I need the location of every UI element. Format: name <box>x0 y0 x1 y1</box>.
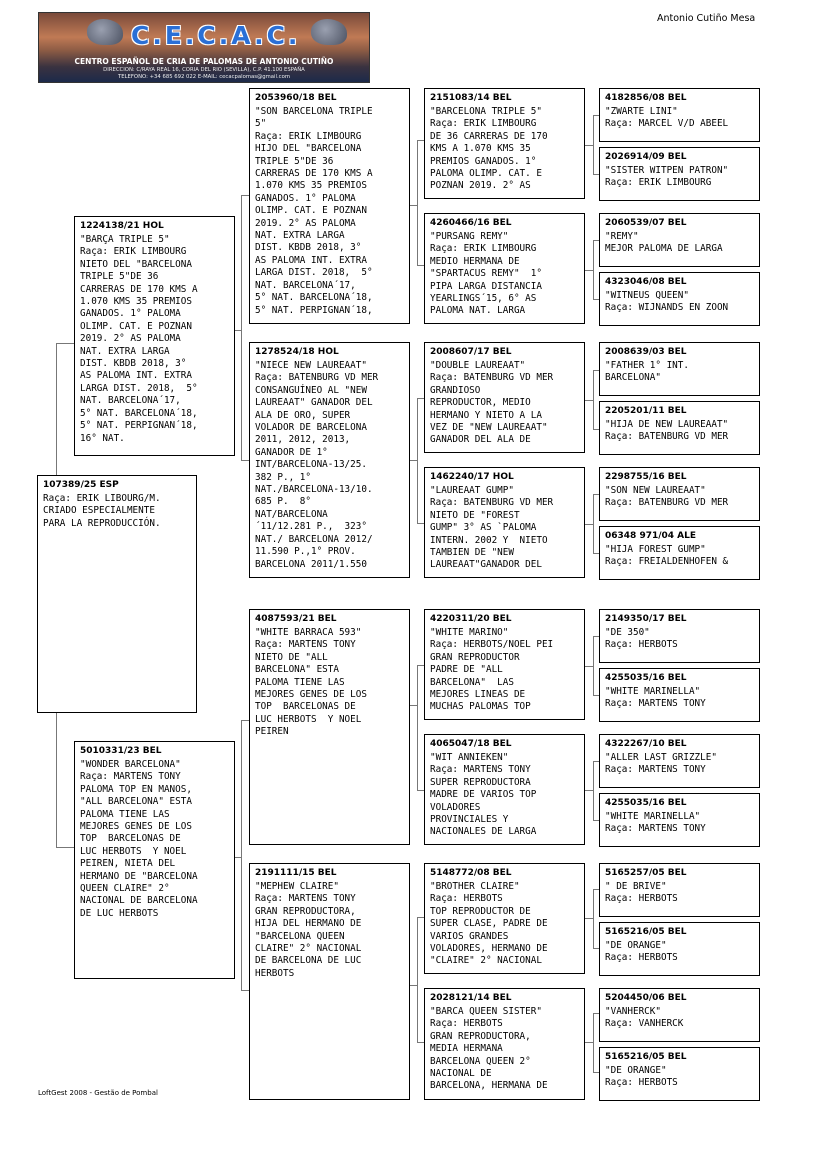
pedigree-gggp-16 <box>599 1047 760 1101</box>
bird-description: "DE 350" Raça: HERBOTS <box>605 627 678 651</box>
footer-software-credit: LoftGest 2008 - Gestão de Pombal <box>38 1089 158 1097</box>
pedigree-gggp-14 <box>599 922 760 976</box>
ring-number: 5165216/05 BEL <box>605 1052 687 1062</box>
bird-description: "SISTER WITPEN PATRON" Raça: ERIK LIMBOURG <box>605 165 729 189</box>
bird-description: "ZWARTE LINI" Raça: MARCEL V/D ABEEL <box>605 106 729 130</box>
pedigree-ggp-2 <box>424 213 585 324</box>
ring-number: 2026914/09 BEL <box>605 152 687 162</box>
ring-number: 2149350/17 BEL <box>605 614 687 624</box>
ring-number: 2008607/17 BEL <box>430 347 512 357</box>
ring-number: 1224138/21 HOL <box>80 221 164 231</box>
pigeon-right-icon <box>311 19 347 45</box>
pedigree-gggp-3 <box>599 213 760 267</box>
ring-number: 2191111/15 BEL <box>255 868 337 878</box>
pedigree-ggp-5 <box>424 609 585 720</box>
ring-number: 107389/25 ESP <box>43 480 119 490</box>
bird-description: "HIJA FOREST GUMP" Raça: FREIALDENHOFEN & <box>605 544 729 568</box>
pedigree-ggp-1 <box>424 88 585 199</box>
bird-description: "BARCELONA TRIPLE 5" Raça: ERIK LIMBOURG DE 36 CARRERAS DE 170 KMS A 1.070 KMS 35 PREMIOS GANADOS. 1° PALOMA OLIMP. CAT. E POZNAN 2019. 2° AS <box>430 106 548 192</box>
ring-number: 2205201/11 BEL <box>605 406 687 416</box>
ring-number: 5148772/08 BEL <box>430 868 512 878</box>
pedigree-dam-dam <box>249 863 410 1100</box>
pedigree-sire-sire <box>249 88 410 324</box>
bird-description: "DOUBLE LAUREAAT" Raça: BATENBURG VD MER GRANDIOSO REPRODUCTOR, MEDIO HERMANO Y NIETO A LA VEZ DE "NEW LAUREAAT" GANADOR DEL ALA DE <box>430 360 554 446</box>
pedigree-gggp-12 <box>599 793 760 847</box>
ring-number: 4220311/20 BEL <box>430 614 512 624</box>
ring-number: 2008639/03 BEL <box>605 347 687 357</box>
bird-description: "WHITE MARINO" Raça: HERBOTS/NOEL PEI GRAN REPRODUCTOR PADRE DE "ALL BARCELONA" LAS MEJORES LINEAS DE MUCHAS PALOMAS TOP <box>430 627 554 713</box>
logo-address: DIRECCION: C/RAYA REAL 16, CORIA DEL RIO (SEVILLA), C.P. 41.100 ESPAÑA <box>103 67 305 73</box>
pedigree-gggp-11 <box>599 734 760 788</box>
ring-number: 4065047/18 BEL <box>430 739 512 749</box>
logo-subtitle: CENTRO ESPAÑOL DE CRIA DE PALOMAS DE ANTONIO CUTIÑO <box>74 57 334 66</box>
pedigree-ggp-4 <box>424 467 585 578</box>
ring-number: 2151083/14 BEL <box>430 93 512 103</box>
pedigree-gggp-7 <box>599 467 760 521</box>
pedigree-gggp-10 <box>599 668 760 722</box>
pedigree-ggp-8 <box>424 988 585 1100</box>
ring-number: 4260466/16 BEL <box>430 218 512 228</box>
ring-number: 2060539/07 BEL <box>605 218 687 228</box>
logo-title: C.E.C.A.C. <box>131 21 301 50</box>
pedigree-ggp-6 <box>424 734 585 845</box>
ring-number: 5165257/05 BEL <box>605 868 687 878</box>
ring-number: 4182856/08 BEL <box>605 93 687 103</box>
bird-description: "VANHERCK" Raça: VANHERCK <box>605 1006 684 1030</box>
bird-description: "DE ORANGE" Raça: HERBOTS <box>605 940 678 964</box>
ring-number: 2298755/16 BEL <box>605 472 687 482</box>
ring-number: 5204450/06 BEL <box>605 993 687 1003</box>
bird-description: "WITNEUS QUEEN" Raça: WIJNANDS EN ZOON <box>605 290 729 314</box>
ring-number: 4255035/16 BEL <box>605 798 687 808</box>
pedigree-gggp-4 <box>599 272 760 326</box>
bird-description: "WHITE MARINELLA" Raça: MARTENS TONY <box>605 811 706 835</box>
pedigree-ggp-3 <box>424 342 585 453</box>
owner-name: Antonio Cutiño Mesa <box>657 13 756 24</box>
bird-description: "BROTHER CLAIRE" Raça: HERBOTS TOP REPRODUCTOR DE SUPER CLASE, PADRE DE VARIOS GRANDES VOLADORES, HERMANO DE "CLAIRE" 2° NACIONAL <box>430 881 548 967</box>
pedigree-gggp-13 <box>599 863 760 917</box>
cecac-logo <box>38 12 370 83</box>
ring-number: 2053960/18 BEL <box>255 93 337 103</box>
ring-number: 5165216/05 BEL <box>605 927 687 937</box>
ring-number: 4322267/10 BEL <box>605 739 687 749</box>
bird-description: "LAUREAAT GUMP" Raça: BATENBURG VD MER NIETO DE "FOREST GUMP" 3° AS `PALOMA INTERN. 2002 Y NIETO TAMBIEN DE "NEW LAUREAAT"GANADOR DEL <box>430 485 554 571</box>
pedigree-gggp-2 <box>599 147 760 201</box>
bird-description: "BARCA QUEEN SISTER" Raça: HERBOTS GRAN REPRODUCTORA, MEDIA HERMANA BARCELONA QUEEN 2° NACIONAL DE BARCELONA, HERMANA DE <box>430 1006 548 1092</box>
ring-number: 4323046/08 BEL <box>605 277 687 287</box>
bird-description: "WIT ANNIEKEN" Raça: MARTENS TONY SUPER REPRODUCTORA MADRE DE VARIOS TOP VOLADORES PROVINCIALES Y NACIONALES DE LARGA <box>430 752 537 838</box>
bird-description: "WHITE BARRACA 593" Raça: MARTENS TONY NIETO DE "ALL BARCELONA" ESTA PALOMA TIENE LAS MEJORES GENES DE LOS TOP BARCELONAS DE LUC HERBOTS Y NOEL PEIREN <box>255 627 367 738</box>
pedigree-subject <box>37 475 197 713</box>
bird-description: Raça: ERIK LIBOURG/M. CRIADO ESPECIALMENTE PARA LA REPRODUCCIÓN. <box>43 493 161 529</box>
bird-description: "SON BARCELONA TRIPLE 5" Raça: ERIK LIMBOURG HIJO DEL "BARCELONA TRIPLE 5"DE 36 CARRERAS DE 170 KMS A 1.070 KMS 35 PREMIOS GANADOS. 1° PALOMA OLIMP. CAT. E POZNAN 2019. 2° AS PALOMA NAT. EXTRA LARGA DIST. KBDB 2018, 3° AS PALOMA INT. EXTRA LARGA DIST. 2018, 5° NAT. BARCELONA´17, 5° NAT. BARCELONA´18, 5° NAT. PERPIGNAN´18, <box>255 106 373 316</box>
bird-description: "PURSANG REMY" Raça: ERIK LIMBOURG MEDIO HERMANA DE "SPARTACUS REMY" 1° PIPA LARGA DISTANCIA YEARLINGS´15, 6° AS PALOMA NAT. LARGA <box>430 231 542 317</box>
ring-number: 5010331/23 BEL <box>80 746 162 756</box>
pedigree-gggp-5 <box>599 342 760 396</box>
bird-description: "HIJA DE NEW LAUREAAT" Raça: BATENBURG VD MER <box>605 419 729 443</box>
ring-number: 06348 971/04 ALE <box>605 531 697 541</box>
pedigree-ggp-7 <box>424 863 585 974</box>
bird-description: "NIECE NEW LAUREAAT" Raça: BATENBURG VD MER CONSANGUÍNEO AL "NEW LAUREAAT" GANADOR DEL ALA DE ORO, SUPER VOLADOR DE BARCELONA 2011, 2012, 2013, GANADOR DE 1° INT/BARCELONA-13/25. 382 P., 1° NAT./BARCELONA-13/10. 685 P. 8° NAT/BARCELONA ´11/12.281 P., 323° NAT./ BARCELONA 2012/ 11.590 P.,1° PROV. BARCELONA 2011/1.550 <box>255 360 379 570</box>
pedigree-gggp-9 <box>599 609 760 663</box>
ring-number: 4255035/16 BEL <box>605 673 687 683</box>
logo-contact: TELEFONO: +34 685 692 022 E-MAIL: cecacpalomas@gmail.com <box>117 74 290 80</box>
pedigree-sire <box>74 216 235 456</box>
pedigree-gggp-6 <box>599 401 760 455</box>
ring-number: 2028121/14 BEL <box>430 993 512 1003</box>
pedigree-dam <box>74 741 235 979</box>
bird-description: "WONDER BARCELONA" Raça: MARTENS TONY PALOMA TOP EN MANOS, "ALL BARCELONA" ESTA PALOMA TIENE LAS MEJORES GENES DE LOS TOP BARCELONAS DE LUC HERBOTS Y NOEL PEIREN, NIETA DEL HERMANO DE "BARCELONA QUEEN CLAIRE" 2° NACIONAL DE BARCELONA DE LUC HERBOTS <box>80 759 198 919</box>
ring-number: 4087593/21 BEL <box>255 614 337 624</box>
pedigree-sire-dam <box>249 342 410 578</box>
bird-description: " DE BRIVE" Raça: HERBOTS <box>605 881 678 905</box>
pedigree-gggp-8 <box>599 526 760 580</box>
ring-number: 1278524/18 HOL <box>255 347 339 357</box>
bird-description: "FATHER 1° INT. BARCELONA" <box>605 360 689 384</box>
bird-description: "MEPHEW CLAIRE" Raça: MARTENS TONY GRAN REPRODUCTORA, HIJA DEL HERMANO DE "BARCELONA QUEEN CLAIRE" 2° NACIONAL DE BARCELONA DE LUC HERBOTS <box>255 881 362 979</box>
bird-description: "ALLER LAST GRIZZLE" Raça: MARTENS TONY <box>605 752 717 776</box>
pigeon-left-icon <box>87 19 123 45</box>
bird-description: "DE ORANGE" Raça: HERBOTS <box>605 1065 678 1089</box>
pedigree-gggp-15 <box>599 988 760 1042</box>
bird-description: "BARÇA TRIPLE 5" Raça: ERIK LIMBOURG NIETO DEL "BARCELONA TRIPLE 5"DE 36 CARRERAS DE 170 KMS A 1.070 KMS 35 PREMIOS GANADOS. 1° PALOMA OLIMP. CAT. E POZNAN 2019. 2° AS PALOMA NAT. EXTRA LARGA DIST. KBDB 2018, 3° AS PALOMA INT. EXTRA LARGA DIST. 2018, 5° NAT. BARCELONA´17, 5° NAT. BARCELONA´18, 5° NAT. PERPIGNAN´18, 16° NAT. <box>80 234 198 444</box>
pedigree-gggp-1 <box>599 88 760 142</box>
bird-description: "WHITE MARINELLA" Raça: MARTENS TONY <box>605 686 706 710</box>
pedigree-dam-sire <box>249 609 410 845</box>
bird-description: "SON NEW LAUREAAT" Raça: BATENBURG VD MER <box>605 485 729 509</box>
bird-description: "REMY" MEJOR PALOMA DE LARGA <box>605 231 723 255</box>
ring-number: 1462240/17 HOL <box>430 472 514 482</box>
